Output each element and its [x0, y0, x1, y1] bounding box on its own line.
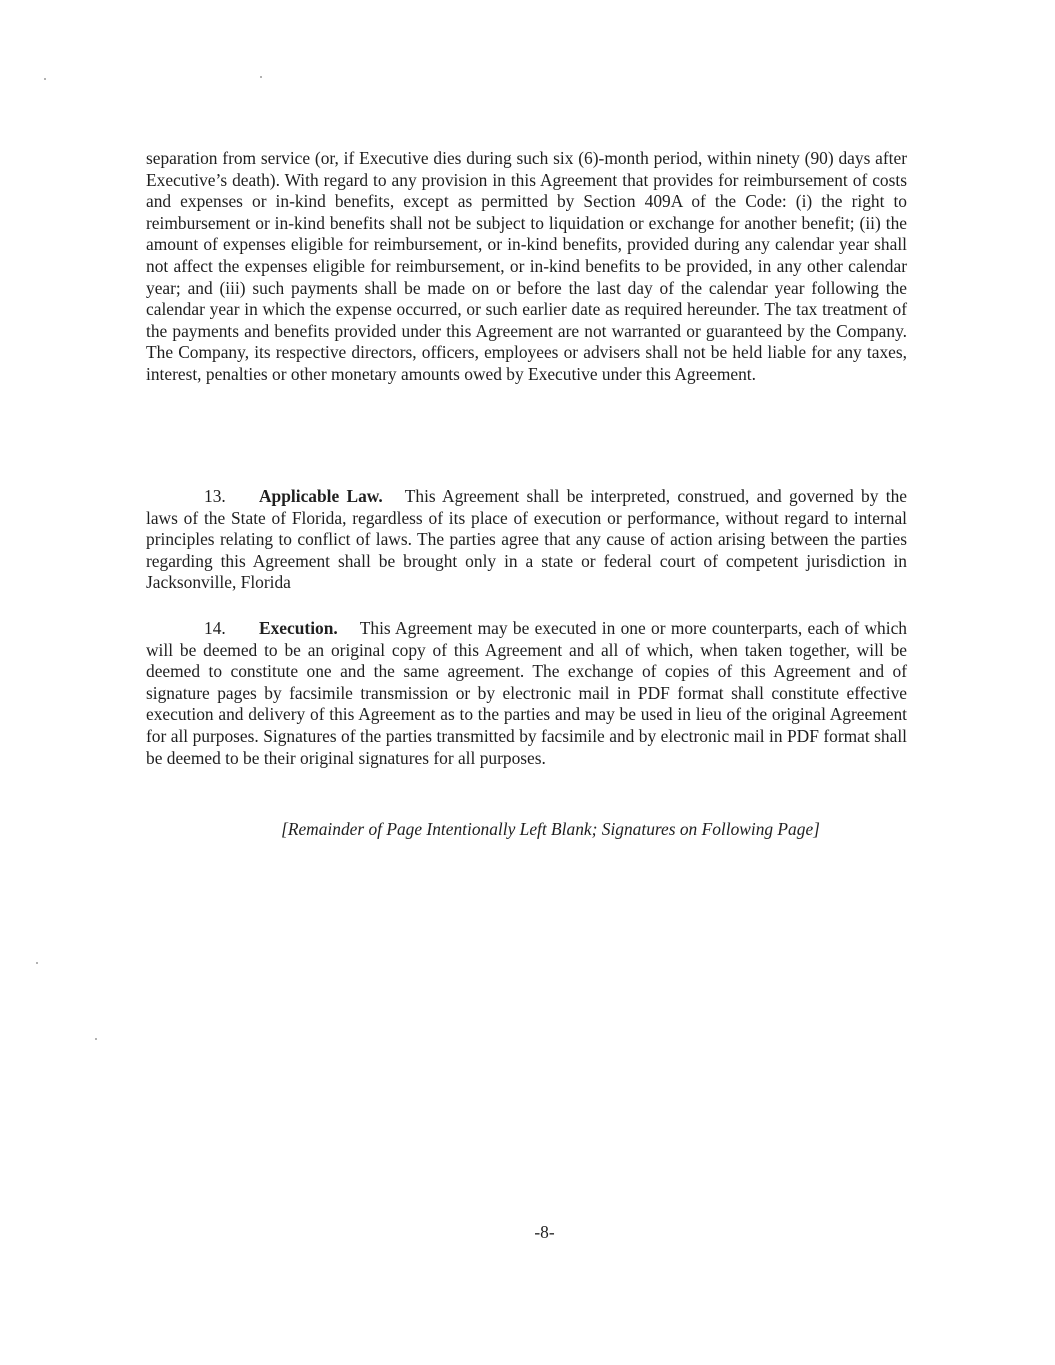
- page-number: -8-: [534, 1222, 555, 1242]
- section-number: 13.: [204, 486, 226, 506]
- scan-speck: [36, 962, 38, 964]
- section-applicable-law: [146, 486, 907, 594]
- scan-speck: [44, 78, 46, 80]
- scan-speck: [95, 1038, 97, 1040]
- section-title: Execution.: [259, 618, 338, 638]
- section-body: This Agreement shall be interpreted, construed, and governed by the laws of the State of Florida, regardless of its place of execution or performance, without regard to internal principles relating to conflict of laws. The parties agree that any cause of action arising between the parties regarding this Agreement shall be brought only in a state or federal court of competent jurisdiction in Jacksonville, Florida: [146, 486, 907, 593]
- remainder-note: [Remainder of Page Intentionally Left Blank; Signatures on Following Page]: [281, 819, 820, 839]
- section-body: This Agreement may be executed in one or more counterparts, each of which will be deemed to be an original copy of this Agreement and all of which, when taken together, will be deemed to constitute one and the same agreement. The exchange of copies of this Agreement and of signature pages by facsimile transmission or by electronic mail in PDF format shall constitute effective execution and delivery of this Agreement as to the parties and may be used in lieu of the original Agreement for all purposes. Signatures of the parties transmitted by facsimile and by electronic mail in PDF format shall be deemed to be their original signatures for all purposes.: [146, 618, 907, 768]
- section-number: 14.: [204, 618, 226, 638]
- section-execution: [146, 618, 907, 769]
- scan-speck: [260, 76, 262, 78]
- continuation-paragraph: separation from service (or, if Executive dies during such six (6)-month period, within ninety (90) days after Executive’s death). With regard to any provision in this Agreement that provides for reimbursement of costs and expenses or in-kind benefits, except as permitted by Section 409A of the Code: (i) the right to reimbursement or in-kind benefits shall not be subject to liquidation or exchange for another benefit; (ii) the amount of expenses eligible for reimbursement, or in-kind benefits, provided during any calendar year shall not affect the expenses eligible for reimbursement, or in-kind benefits to be provided, in any other calendar year; and (iii) such payments shall be made on or before the last day of the calendar year following the calendar year in which the expense occurred, or such earlier date as required hereunder. The tax treatment of the payments and benefits provided under this Agreement are not warranted or guaranteed by the Company. The Company, its respective directors, officers, employees or advisers shall not be held liable for any taxes, interest, penalties or other monetary amounts owed by Executive under this Agreement.: [146, 148, 907, 384]
- section-title: Applicable Law.: [259, 486, 383, 506]
